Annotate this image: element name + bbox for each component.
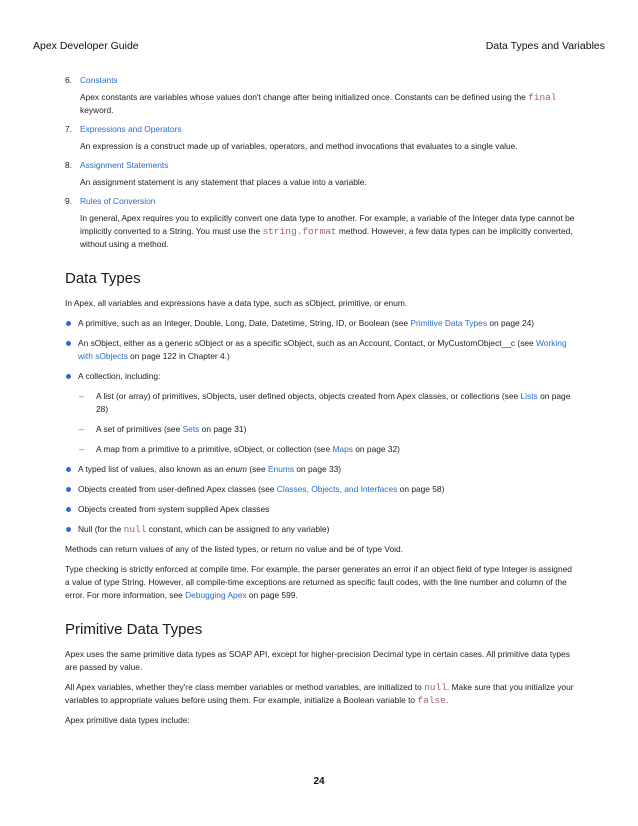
type-checking-paragraph: Type checking is strictly enforced at compile time. For example, the parser generates an error if an object field of type Integer is assigned a value of type String. However, all compile-time exceptions are returned as specific fault codes, with the line number and column of the error. For more information, see Debugging Apex on page 599. bbox=[65, 564, 572, 600]
code-null: null bbox=[424, 682, 447, 693]
item-description: Apex constants are variables whose values don't change after being initialized once. Constants can be defined using the final keyword. bbox=[80, 92, 557, 115]
item-number: 9. bbox=[65, 196, 72, 206]
dash-icon: – bbox=[79, 424, 84, 434]
constants-link[interactable]: Constants bbox=[80, 75, 118, 85]
primitive-intro-paragraph: Apex uses the same primitive data types as SOAP API, except for higher-precision Decimal type in certain cases. All primitive data types are passed by value. bbox=[65, 649, 570, 672]
bullet-icon bbox=[66, 487, 71, 492]
data-types-intro: In Apex, all variables and expressions have a data type, such as sObject, primitive, or enum. bbox=[65, 298, 408, 308]
data-types-list bbox=[65, 317, 575, 536]
item-number: 8. bbox=[65, 160, 72, 170]
debugging-apex-link[interactable]: Debugging Apex bbox=[185, 590, 247, 600]
code-final: final bbox=[528, 92, 557, 103]
page-content bbox=[65, 74, 575, 734]
primitive-data-types-heading: Primitive Data Types bbox=[65, 621, 203, 638]
code-null: null bbox=[123, 524, 147, 535]
primitive-types-include: Apex primitive data types include: bbox=[65, 715, 190, 725]
item-description: In general, Apex requires you to explicitly convert one data type to another. For example, a variable of the Integer data type cannot be implicitly converted to a String. You must use the string.format method. However, a few data types can be implicitly converted, without using a method. bbox=[80, 213, 575, 249]
list-item: Null (for the null constant, which can be assigned to any variable) bbox=[65, 523, 575, 536]
sets-link[interactable]: Sets bbox=[182, 424, 200, 434]
code-string-format: string.format bbox=[262, 226, 337, 237]
data-types-heading: Data Types bbox=[65, 270, 141, 287]
list-item-conversion bbox=[65, 195, 575, 251]
sub-list-item: – A set of primitives (see Sets on page 31) bbox=[79, 424, 247, 434]
list-item-constants bbox=[65, 74, 575, 117]
list-item: A typed list of values, also known as an enum (see Enums on page 33) bbox=[65, 463, 575, 476]
enums-link[interactable]: Enums bbox=[267, 464, 295, 474]
item-description: An expression is a construct made up of variables, operators, and method invocations that evaluates to a single value. bbox=[80, 141, 518, 151]
bullet-icon bbox=[66, 527, 71, 532]
sub-list-item: – A list (or array) of primitives, sObjects, user defined objects, objects created from Apex classes, or collections (see Lists on page 28) bbox=[79, 391, 571, 414]
primitive-data-types-link[interactable]: Primitive Data Types bbox=[410, 318, 488, 328]
list-item-assignment bbox=[65, 159, 575, 189]
assignment-link[interactable]: Assignment Statements bbox=[80, 160, 169, 170]
collection-sublist bbox=[78, 390, 575, 456]
page-number: 24 bbox=[313, 776, 325, 787]
list-item-expressions bbox=[65, 123, 575, 153]
conversion-link[interactable]: Rules of Conversion bbox=[80, 196, 156, 206]
methods-paragraph: Methods can return values of any of the listed types, or return no value and be of type Void. bbox=[65, 544, 403, 554]
initialization-paragraph: All Apex variables, whether they're class member variables or method variables, are initialized to null. Make sure that you initialize your variables to appropriate values before using them. For example, initialize a Boolean variable to false. bbox=[65, 682, 574, 706]
bullet-icon bbox=[66, 341, 71, 346]
bullet-icon bbox=[66, 321, 71, 326]
sub-list-item: – A map from a primitive to a primitive, sObject, or collection (see Maps on page 32) bbox=[79, 444, 400, 454]
item-description: An assignment statement is any statement that places a value into a variable. bbox=[80, 177, 367, 187]
lists-link[interactable]: Lists bbox=[520, 391, 538, 401]
working-with-sobjects-link[interactable]: Working with sObjects bbox=[78, 338, 567, 361]
list-item: Objects created from user-defined Apex classes (see Classes, Objects, and Interfaces on page 58) bbox=[65, 483, 575, 496]
list-item: Objects created from system supplied Apex classes bbox=[65, 503, 575, 516]
list-item: A collection, including: – A list (or array) of primitives, sObjects, user defined objects, objects created from Apex classes, or collections (see Lists on page 28) – A set of primitives (see Sets on page 31) – A map from a primitive to a primitive, sObject, or collection (see Maps on page 32) bbox=[65, 370, 575, 456]
dash-icon: – bbox=[79, 391, 84, 401]
list-item: An sObject, either as a generic sObject or as a specific sObject, such as an Account, Contact, or MyCustomObject__c (see Working with sObjects on page 122 in Chapter 4.) bbox=[65, 337, 575, 363]
item-number: 7. bbox=[65, 124, 72, 134]
bullet-icon bbox=[66, 374, 71, 379]
maps-link[interactable]: Maps bbox=[332, 444, 353, 454]
running-header-section: Data Types and Variables bbox=[485, 40, 605, 52]
running-header-title: Apex Developer Guide bbox=[33, 40, 139, 52]
bullet-icon bbox=[66, 507, 71, 512]
dash-icon: – bbox=[79, 444, 84, 454]
code-false: false bbox=[417, 695, 446, 706]
list-item: A primitive, such as an Integer, Double, Long, Date, Datetime, String, ID, or Boolean (see Primitive Data Types on page 24) bbox=[65, 317, 575, 330]
expressions-link[interactable]: Expressions and Operators bbox=[80, 124, 182, 134]
item-number: 6. bbox=[65, 75, 72, 85]
bullet-icon bbox=[66, 467, 71, 472]
classes-objects-interfaces-link[interactable]: Classes, Objects, and Interfaces bbox=[276, 484, 398, 494]
